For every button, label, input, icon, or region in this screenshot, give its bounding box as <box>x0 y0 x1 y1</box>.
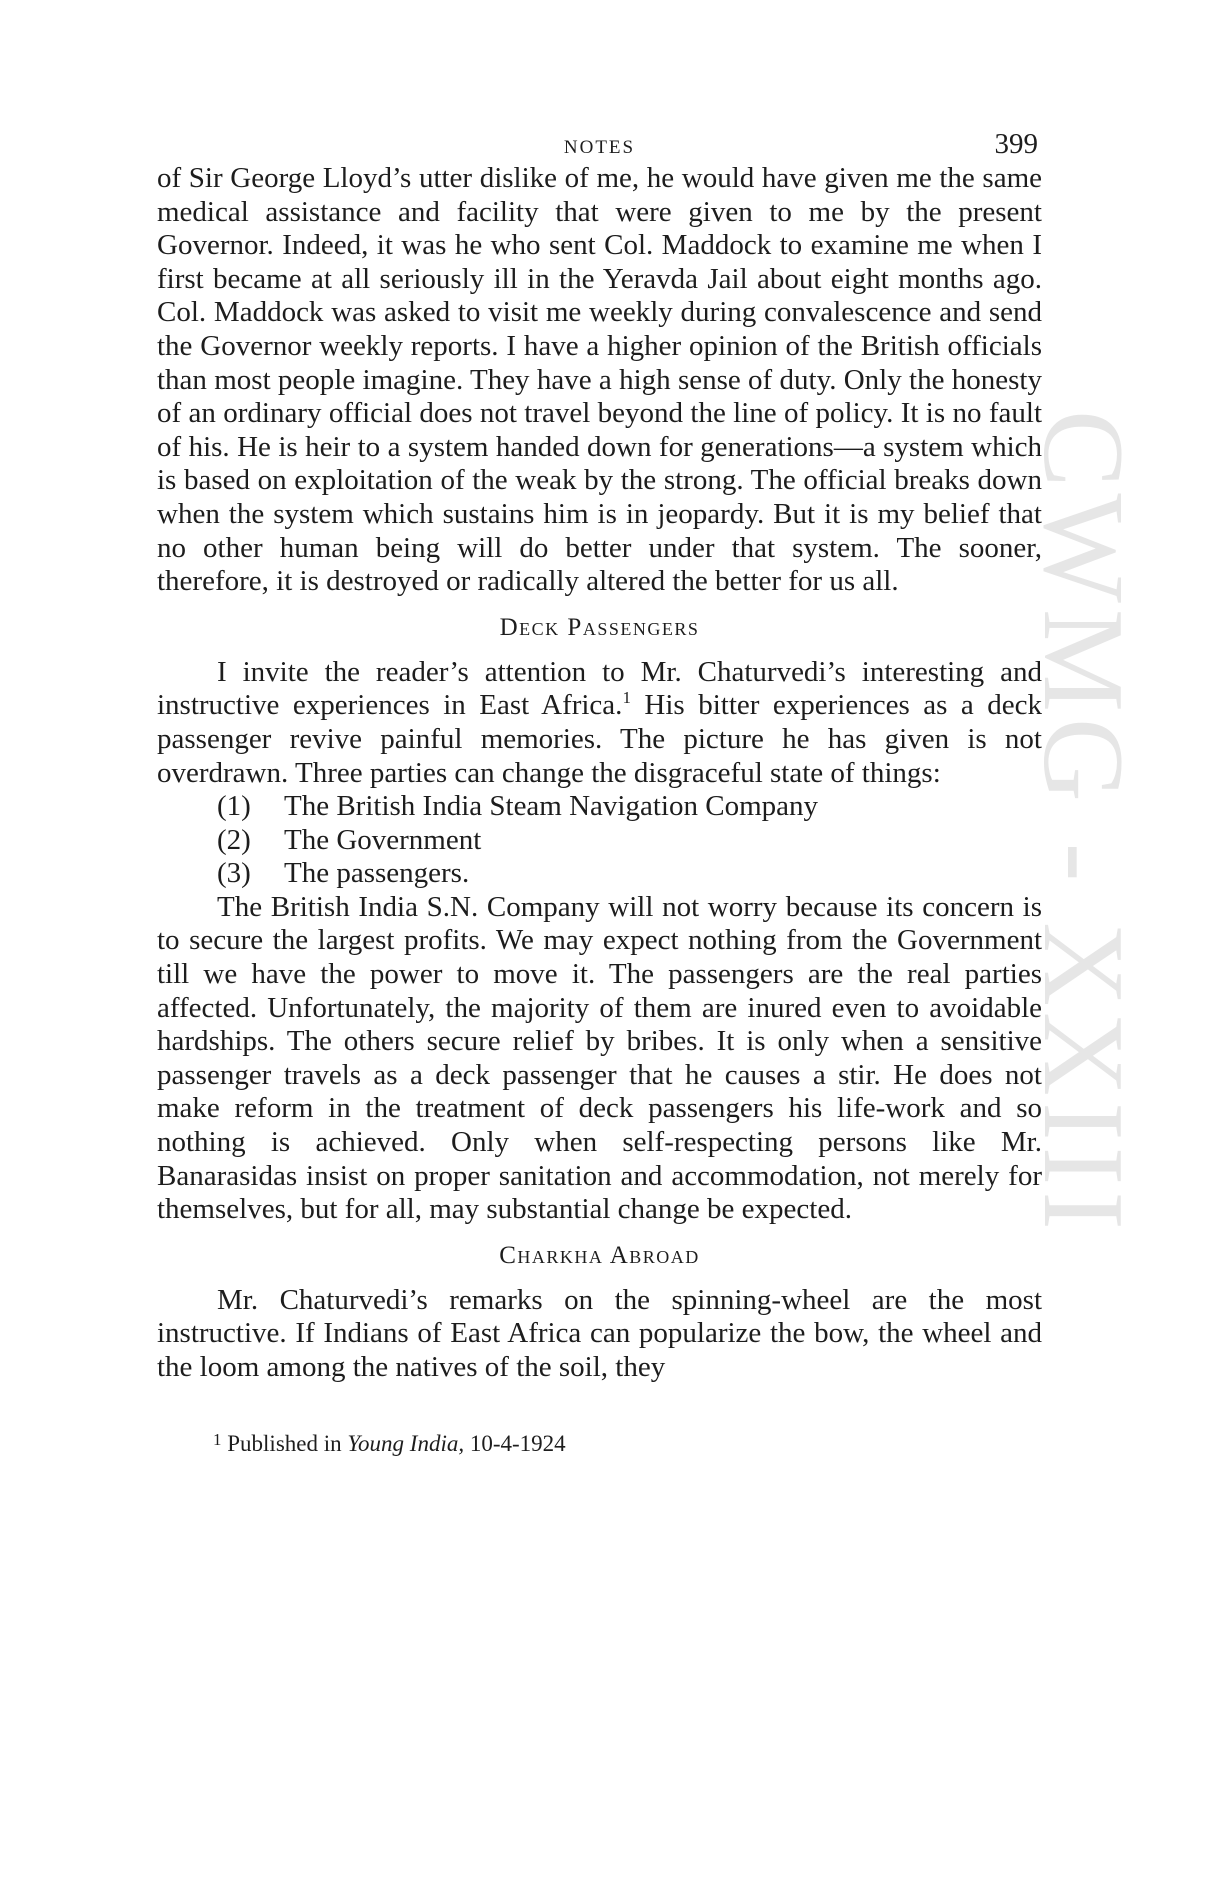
parties-list <box>157 790 1042 891</box>
section-heading-charkha-abroad: Charkha Abroad <box>499 1241 700 1269</box>
list-number: (1) <box>217 790 251 823</box>
footnote-publication: Young India, <box>347 1430 465 1456</box>
list-number: (2) <box>217 823 251 856</box>
list-item <box>157 824 1042 858</box>
list-item <box>157 790 1042 824</box>
footnote-date: 10-4-1924 <box>464 1430 566 1456</box>
paragraph-text: His bitter experiences as a deck passenger revive painful memories. The picture he has given is not overdrawn. Three parties can change the disgraceful state of things: <box>157 689 1042 789</box>
list-item <box>157 857 1042 891</box>
list-number: (3) <box>217 857 251 890</box>
list-text: The Government <box>284 823 482 856</box>
list-text: The passengers. <box>284 857 470 890</box>
paragraph-continued: of Sir George Lloyd’s utter dislike of me, he would have given me the same medical assistance and facility that were given to me by the present Governor. Indeed, it was he who sent Col. Maddock to examine me when I first became at all seriously ill in the Yeravda Jail about eight months ago. Col. Maddock was asked to visit me weekly during convalescence and send the Governor weekly reports. I have a higher opinion of the British officials than most people imagine. They have a high sense of duty. Only the honesty of an ordinary official does not travel beyond the line of policy. It is no fault of his. He is heir to a system handed down for generations—a system which is based on exploitation of the weak by the strong. The official breaks down when the system which sustains him is in jeopardy. But it is my belief that no other human being will do better under that system. The sooner, therefore, it is destroyed or radically altered the better for us all. <box>157 162 1042 598</box>
list-text: The British India Steam Navigation Company <box>284 790 818 823</box>
footnote-text: Published in <box>221 1430 348 1456</box>
page-number: 399 <box>994 128 1038 160</box>
paragraph-deck-intro <box>157 656 1042 790</box>
footnote-reference: 1 <box>622 688 631 708</box>
paragraph-charkha: Mr. Chaturvedi’s remarks on the spinning-wheel are the most instructive. If Indians of East Africa can popularize the bow, the wheel and the loom among the natives of the soil, they <box>157 1283 1042 1383</box>
footnote <box>157 1431 1042 1457</box>
section-heading-deck-passengers: Deck Passengers <box>499 613 700 641</box>
paragraph-deck-body: The British India S.N. Company will not worry because its concern is to secure the largest profits. We may expect nothing from the Government till we have the power to move it. The passengers are the real parties affected. Unfortunately, the majority of them are inured even to avoidable hardships. The others secure relief by bribes. It is only when a sensitive passenger travels as a deck passenger that he causes a stir. He does not make reform in the treatment of deck passengers his life-work and so nothing is achieved. Only when self-respecting persons like Mr. Banarasidas insist on proper sanitation and accommodation, not merely for themselves, but for all, may substantial change be expected. <box>157 890 1042 1226</box>
paragraph-text: I invite the reader’s attention to Mr. Chaturvedi’s interesting and instructive experiences in East Africa. <box>157 655 1042 722</box>
page-header <box>157 128 1042 162</box>
page-content <box>157 128 1042 1457</box>
footnote-marker: 1 <box>213 1429 222 1449</box>
watermark: CWMG - XXIII <box>1019 410 1147 1236</box>
running-head: NOTES <box>563 137 636 158</box>
